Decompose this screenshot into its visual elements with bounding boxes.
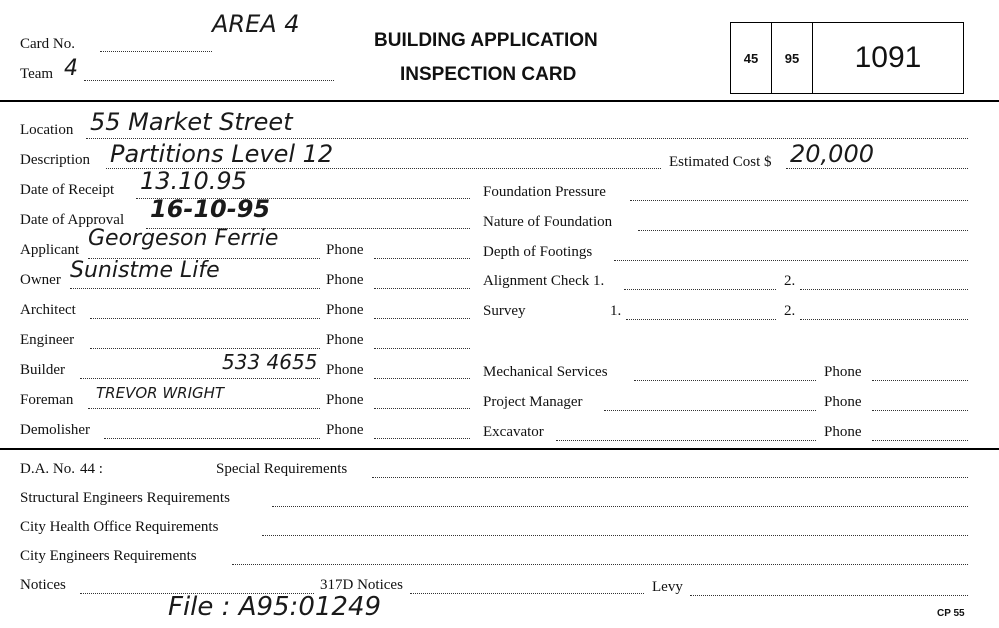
- card-number-box-a: 45: [731, 23, 772, 93]
- applicant-phone-label: Phone: [326, 242, 364, 258]
- approval-label: Date of Approval: [20, 212, 125, 228]
- alignment-check-2-line[interactable]: [800, 289, 968, 290]
- demolisher-phone-line[interactable]: [374, 438, 470, 439]
- da-no-label: D.A. No.: [20, 461, 75, 477]
- engineer-label: Engineer: [20, 332, 75, 348]
- location-label: Location: [20, 122, 74, 138]
- receipt-value: 13.10.95: [140, 167, 247, 195]
- applicant-label: Applicant: [20, 242, 80, 258]
- description-value: Partitions Level 12: [110, 140, 334, 168]
- section-divider: [0, 448, 999, 450]
- project-manager-phone-line[interactable]: [872, 410, 968, 411]
- applicant-value: Georgeson Ferrie: [88, 226, 279, 251]
- card-no-label: Card No.: [20, 36, 75, 52]
- builder-line[interactable]: [80, 378, 320, 379]
- survey-label: Survey: [483, 303, 526, 319]
- mechanical-services-line[interactable]: [634, 380, 816, 381]
- foundation-pressure-line[interactable]: [630, 200, 968, 201]
- demolisher-label: Demolisher: [20, 422, 90, 438]
- form-title-line1: BUILDING APPLICATION: [374, 30, 598, 51]
- alignment-check-label: Alignment Check 1.: [483, 273, 605, 289]
- alignment-check-2-label: 2.: [784, 273, 796, 289]
- architect-label: Architect: [20, 302, 76, 318]
- da-no-value: 44 :: [80, 461, 103, 477]
- project-manager-line[interactable]: [604, 410, 816, 411]
- estimated-cost-line[interactable]: [786, 168, 968, 169]
- survey-2-label: 2.: [784, 303, 796, 319]
- demolisher-line[interactable]: [104, 438, 320, 439]
- estimated-cost-value: 20,000: [790, 140, 874, 168]
- team-line[interactable]: [84, 80, 334, 81]
- alignment-check-1-line[interactable]: [624, 289, 776, 290]
- architect-phone-label: Phone: [326, 302, 364, 318]
- foreman-line[interactable]: [88, 408, 320, 409]
- engineer-line[interactable]: [90, 348, 320, 349]
- nature-foundation-label: Nature of Foundation: [483, 214, 613, 230]
- card-number: 1091: [854, 41, 922, 74]
- location-line[interactable]: [86, 138, 968, 139]
- city-engineers-label: City Engineers Requirements: [20, 548, 197, 564]
- project-manager-label: Project Manager: [483, 394, 583, 410]
- engineer-phone-label: Phone: [326, 332, 364, 348]
- excavator-phone-label: Phone: [824, 424, 862, 440]
- levy-line[interactable]: [690, 595, 968, 596]
- foreman-value: TREVOR WRIGHT: [96, 384, 225, 402]
- approval-value: 16-10-95: [150, 195, 271, 223]
- excavator-phone-line[interactable]: [872, 440, 968, 441]
- owner-value: Sunistme Life: [70, 258, 220, 283]
- card-number-box: [730, 22, 964, 94]
- structural-engineers-label: Structural Engineers Requirements: [20, 490, 230, 506]
- special-requirements-label: Special Requirements: [216, 461, 348, 477]
- form-title-line2: INSPECTION CARD: [400, 64, 577, 85]
- description-label: Description: [20, 152, 90, 168]
- architect-line[interactable]: [90, 318, 320, 319]
- notices-label: Notices: [20, 577, 66, 593]
- foreman-label: Foreman: [20, 392, 74, 408]
- header-divider: [0, 100, 999, 102]
- card-no-line[interactable]: [100, 51, 212, 52]
- survey-1-line[interactable]: [626, 319, 776, 320]
- mechanical-phone-label: Phone: [824, 364, 862, 380]
- notices-317d-line[interactable]: [410, 593, 644, 594]
- mechanical-services-label: Mechanical Services: [483, 364, 608, 380]
- builder-label: Builder: [20, 362, 65, 378]
- builder-phone-label: Phone: [326, 362, 364, 378]
- form-code: CP 55: [937, 608, 965, 619]
- builder-phone-line[interactable]: [374, 378, 470, 379]
- area-note: AREA 4: [212, 10, 300, 38]
- levy-label: Levy: [652, 579, 683, 595]
- special-requirements-line[interactable]: [372, 477, 968, 478]
- owner-phone-line[interactable]: [374, 288, 470, 289]
- structural-engineers-line[interactable]: [272, 506, 968, 507]
- team-value: 4: [64, 56, 78, 81]
- foreman-phone-label: Phone: [326, 392, 364, 408]
- receipt-label: Date of Receipt: [20, 182, 115, 198]
- demolisher-phone-label: Phone: [326, 422, 364, 438]
- notices-317d-label: 317D Notices: [320, 577, 403, 593]
- nature-foundation-line[interactable]: [638, 230, 968, 231]
- card-number-box-b: 95: [772, 23, 813, 93]
- mechanical-phone-line[interactable]: [872, 380, 968, 381]
- depth-footings-label: Depth of Footings: [483, 244, 593, 260]
- estimated-cost-label: Estimated Cost $: [669, 154, 772, 170]
- file-reference: File : A95:01249: [168, 592, 382, 622]
- foreman-phone-line[interactable]: [374, 408, 470, 409]
- owner-label: Owner: [20, 272, 61, 288]
- engineer-phone-line[interactable]: [374, 348, 470, 349]
- depth-footings-line[interactable]: [614, 260, 968, 261]
- applicant-phone-line[interactable]: [374, 258, 470, 259]
- survey-2-line[interactable]: [800, 319, 968, 320]
- city-health-label: City Health Office Requirements: [20, 519, 219, 535]
- project-manager-phone-label: Phone: [824, 394, 862, 410]
- architect-phone-line[interactable]: [374, 318, 470, 319]
- survey-1-label: 1.: [610, 303, 622, 319]
- city-health-line[interactable]: [262, 535, 968, 536]
- city-engineers-line[interactable]: [232, 564, 968, 565]
- owner-line[interactable]: [70, 288, 320, 289]
- foundation-pressure-label: Foundation Pressure: [483, 184, 606, 200]
- excavator-label: Excavator: [483, 424, 544, 440]
- excavator-line[interactable]: [556, 440, 816, 441]
- location-value: 55 Market Street: [90, 108, 293, 136]
- owner-phone-label: Phone: [326, 272, 364, 288]
- builder-value: 533 4655: [222, 350, 318, 374]
- team-label: Team: [20, 66, 54, 82]
